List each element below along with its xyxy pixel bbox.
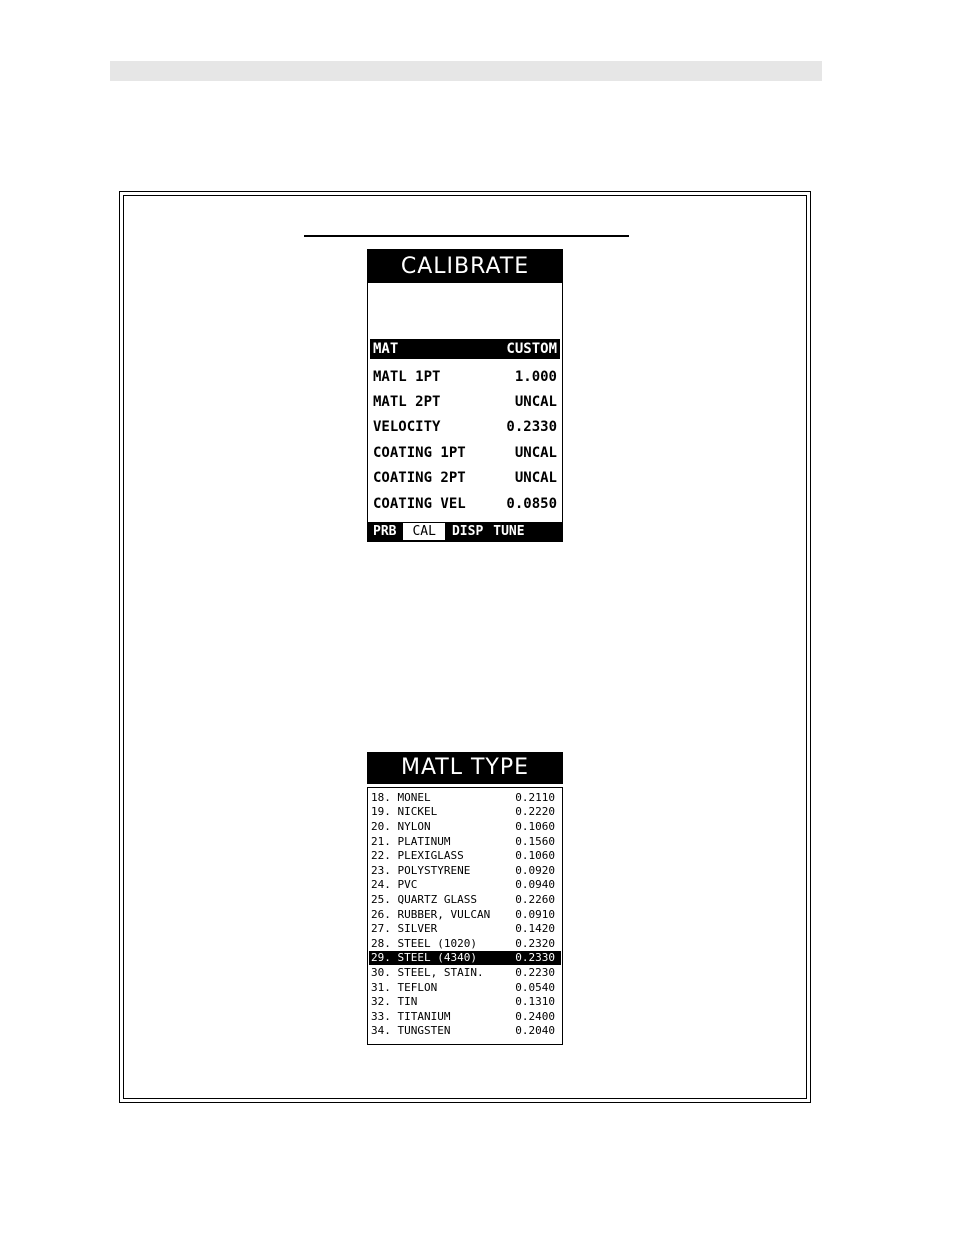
- menu-item-velocity[interactable]: [370, 415, 560, 440]
- item-value: 0.2220: [515, 805, 555, 819]
- menu-item-label: MATL 1PT: [373, 368, 441, 385]
- item-label: 31. TEFLON: [371, 980, 438, 994]
- title-underline: [304, 235, 629, 237]
- list-item[interactable]: [368, 848, 562, 863]
- screen-title: CALIBRATE: [368, 250, 562, 283]
- material-list: [367, 787, 563, 1045]
- menu-item-label: COATING 2PT: [373, 470, 466, 487]
- tab-cal[interactable]: CAL: [403, 523, 444, 540]
- item-value: 0.2230: [515, 965, 555, 979]
- item-label: 21. PLATINUM: [371, 834, 451, 848]
- list-item[interactable]: [368, 863, 562, 878]
- menu-item-label: MAT: [373, 341, 399, 357]
- item-value: 0.0940: [515, 878, 555, 892]
- item-value: 0.0910: [515, 907, 555, 921]
- item-value: 0.1060: [515, 849, 555, 863]
- calibrate-screen: [367, 249, 563, 542]
- menu-item-value: CUSTOM: [506, 341, 557, 357]
- menu-item-label: COATING 1PT: [373, 444, 466, 461]
- item-value: 0.2320: [515, 936, 555, 950]
- list-item[interactable]: [368, 1024, 562, 1039]
- menu-item-value: 0.2330: [506, 419, 557, 436]
- item-label: 24. PVC: [371, 878, 418, 892]
- item-label: 26. RUBBER, VULCAN: [371, 907, 491, 921]
- item-value: 0.1560: [515, 834, 555, 848]
- item-value: 0.2040: [515, 1024, 555, 1038]
- item-value: 0.2400: [515, 1009, 555, 1023]
- item-label: 34. TUNGSTEN: [371, 1024, 451, 1038]
- list-item[interactable]: [368, 892, 562, 907]
- list-item[interactable]: [368, 805, 562, 820]
- list-item[interactable]: [368, 878, 562, 893]
- menu-item-coating-2pt[interactable]: [370, 466, 560, 491]
- menu-item-coating-vel[interactable]: [370, 491, 560, 516]
- list-item[interactable]: [368, 1009, 562, 1024]
- list-item[interactable]: [368, 790, 562, 805]
- item-label: 33. TITANIUM: [371, 1009, 451, 1023]
- list-item[interactable]: [368, 907, 562, 922]
- header-bar: [110, 61, 822, 81]
- item-label: 30. STEEL, STAIN.: [371, 965, 484, 979]
- item-label: 23. POLYSTYRENE: [371, 863, 471, 877]
- menu-item-label: VELOCITY: [373, 419, 441, 436]
- tab-tune[interactable]: TUNE: [493, 524, 525, 539]
- item-value: 0.1060: [515, 819, 555, 833]
- item-label: 22. PLEXIGLASS: [371, 849, 464, 863]
- tab-bar: [368, 522, 562, 541]
- item-value: 0.2330: [515, 951, 555, 965]
- tab-prb[interactable]: PRB: [373, 524, 397, 539]
- item-value: 0.1310: [515, 995, 555, 1009]
- menu-item-matl-1pt[interactable]: [370, 364, 560, 389]
- list-item[interactable]: [368, 936, 562, 951]
- menu-item-label: COATING VEL: [373, 495, 466, 512]
- menu-item-coating-1pt[interactable]: [370, 440, 560, 465]
- menu-item-value: UNCAL: [514, 470, 557, 487]
- item-label: 28. STEEL (1020): [371, 936, 477, 950]
- list-item[interactable]: [368, 965, 562, 980]
- tab-disp[interactable]: DISP: [451, 524, 484, 539]
- menu-item-value: 1.000: [514, 368, 557, 385]
- menu-item-mat[interactable]: [370, 339, 560, 359]
- list-item[interactable]: [368, 994, 562, 1009]
- menu-item-value: 0.0850: [506, 495, 557, 512]
- list-item[interactable]: [368, 980, 562, 995]
- menu-item-matl-2pt[interactable]: [370, 389, 560, 414]
- list-item[interactable]: [368, 921, 562, 936]
- item-value: 0.1420: [515, 922, 555, 936]
- item-value: 0.2110: [515, 790, 555, 804]
- item-value: 0.0540: [515, 980, 555, 994]
- list-item[interactable]: [368, 834, 562, 849]
- list-item[interactable]: [368, 819, 562, 834]
- item-label: 19. NICKEL: [371, 805, 438, 819]
- item-value: 0.0920: [515, 863, 555, 877]
- calibrate-menu: [370, 339, 560, 516]
- item-label: 18. MONEL: [371, 790, 431, 804]
- screen-title: MATL TYPE: [367, 752, 563, 784]
- menu-item-value: UNCAL: [514, 394, 557, 411]
- item-value: 0.2260: [515, 892, 555, 906]
- item-label: 32. TIN: [371, 995, 418, 1009]
- menu-item-value: UNCAL: [514, 444, 557, 461]
- list-item-selected[interactable]: [369, 951, 561, 966]
- item-label: 29. STEEL (4340): [371, 951, 477, 965]
- matl-type-screen: [367, 752, 563, 1045]
- item-label: 27. SILVER: [371, 922, 438, 936]
- item-label: 25. QUARTZ GLASS: [371, 892, 477, 906]
- menu-item-label: MATL 2PT: [373, 394, 441, 411]
- item-label: 20. NYLON: [371, 819, 431, 833]
